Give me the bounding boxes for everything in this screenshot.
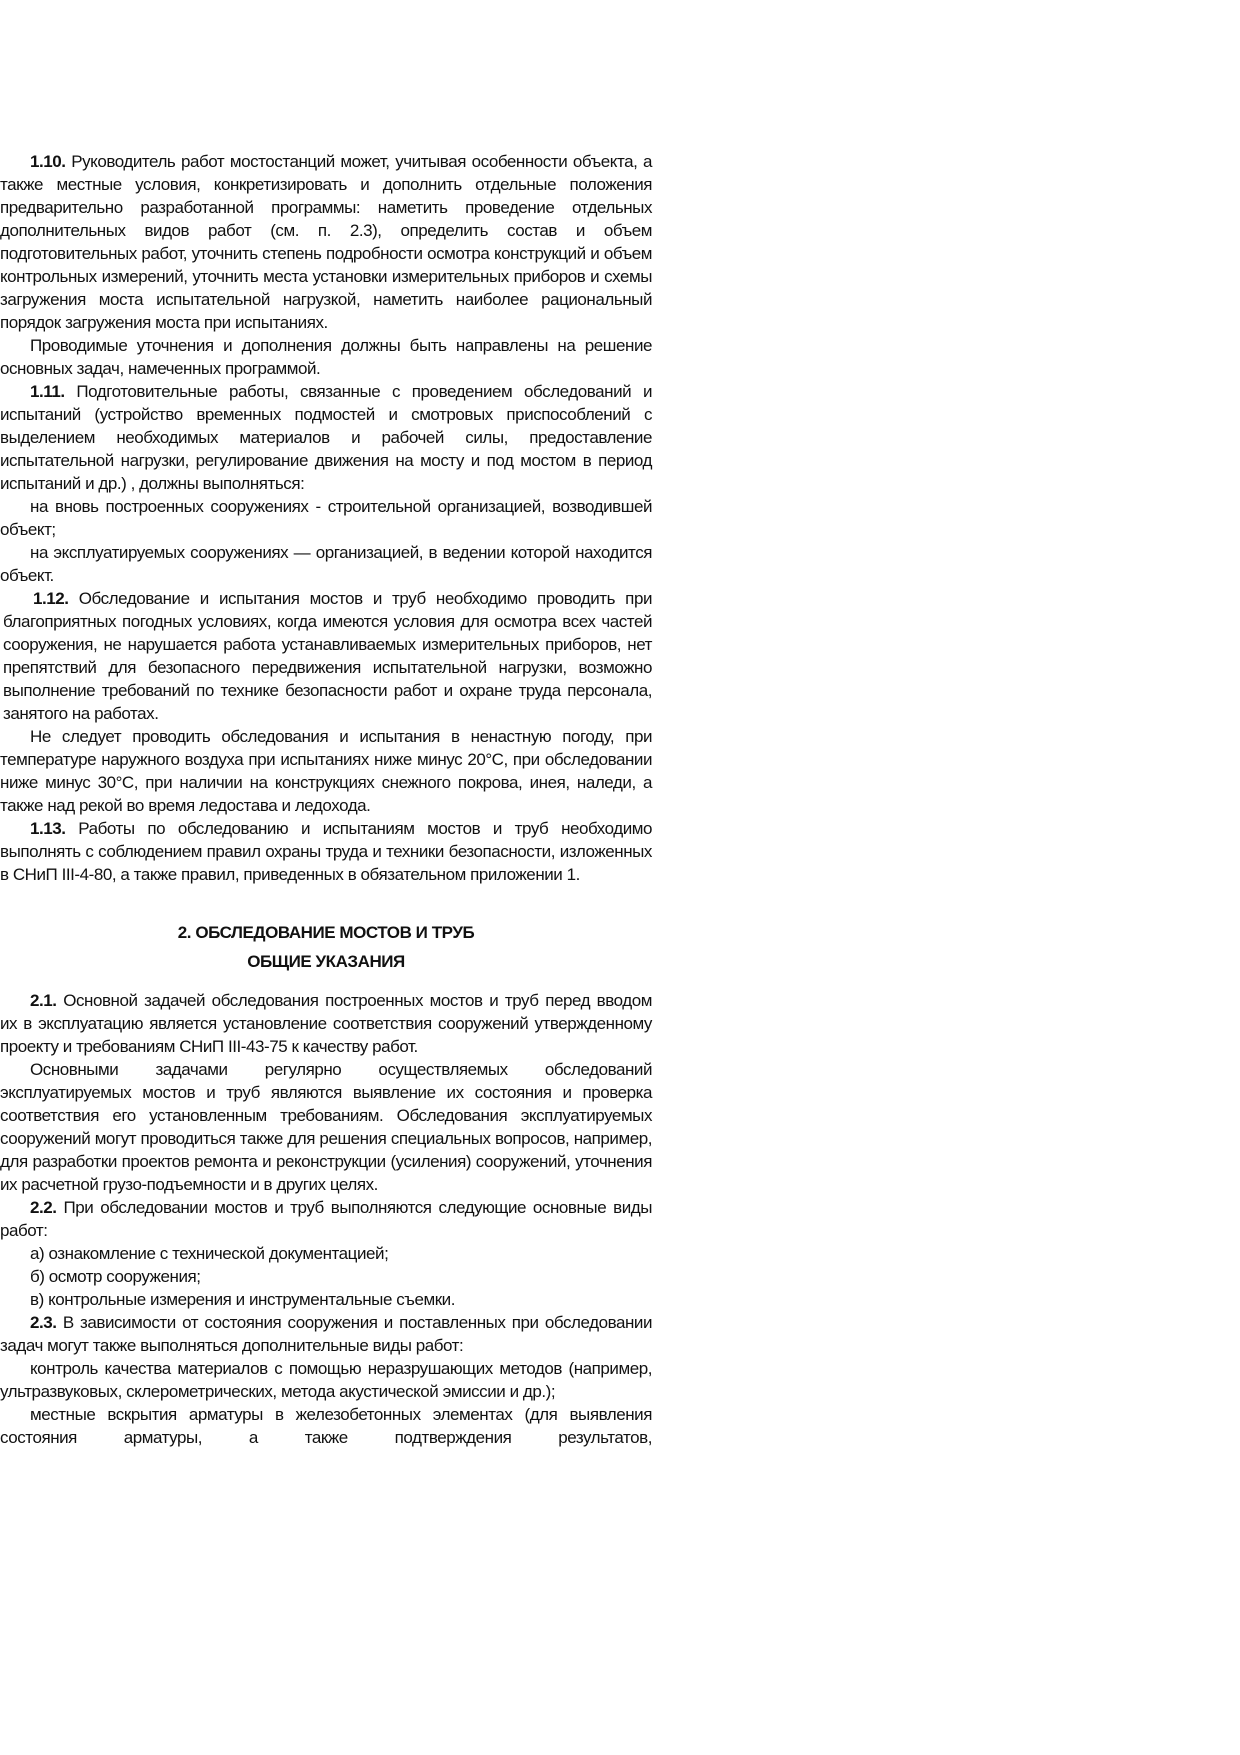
list-item-v [0, 1288, 652, 1311]
section-title: 2. ОБСЛЕДОВАНИЕ МОСТОВ И ТРУБ [177, 923, 475, 942]
clause-number: 2.3. [30, 1313, 57, 1332]
paragraph-text: Руководитель работ мостостанций может, учитывая особенности объекта, а также местные условия, конкретизировать и дополнить отдельные положения предварительно разработанной программы: наметить проведение отдельных дополнительных видов работ (см. п. 2.3), определить состав и объем подготовительных работ, уточнить степень подробности осмотра конструкций и объем контрольных измерений, уточнить места установки измерительных приборов и схемы загружения моста испытательной нагрузкой, наметить наиболее рациональный порядок загружения моста при испытаниях. [0, 152, 653, 332]
list-item-b [0, 1265, 652, 1288]
spacer [0, 976, 652, 989]
paragraph-text: Не следует проводить обследования и испытания в ненастную погоду, при температуре наружного воздуха при испытаниях ниже минус 20°С, при обследовании ниже минус 30°С, при наличии на конструкциях снежного покрова, инея, наледи, а также над рекой во время ледостава и ледохода. [0, 727, 652, 815]
clause-number: 1.12. [33, 589, 69, 608]
paragraph-text: б) осмотр сооружения; [30, 1267, 201, 1286]
paragraph [0, 1403, 652, 1449]
paragraph-text: Подготовительные работы, связанные с проведением обследований и испытаний (устройство временных подмостей и смотровых приспособлений с выделением необходимых материалов и рабочей силы, предоставление испытательной нагрузки, регулирование движения на мосту и под мостом в период испытаний и др.) , должны выполняться: [0, 382, 652, 493]
paragraph-text: местные вскрытия арматуры в железобетонных элементах (для выявления состояния арматуры, а также подтверждения результатов, [0, 1405, 652, 1447]
clause-number: 2.2. [30, 1198, 57, 1217]
paragraph-1-10 [0, 150, 652, 334]
paragraph-text: Проводимые уточнения и дополнения должны быть направлены на решение основных задач, намеченных программой. [0, 336, 652, 378]
spacer [0, 886, 652, 918]
paragraph-1-13 [0, 817, 652, 886]
paragraph-1-11 [0, 380, 652, 495]
paragraph-text: В зависимости от состояния сооружения и поставленных при обследовании задач могут также выполняться дополнительные виды работ: [0, 1313, 652, 1355]
paragraph-text: Работы по обследованию и испытаниям мостов и труб необходимо выполнять с соблюдением правил охраны труда и техники безопасности, изложенных в СНиП III-4-80, а также правил, приведенных в обязательном приложении 1. [0, 819, 652, 884]
document-page [0, 150, 652, 1449]
paragraph-2-2 [0, 1196, 652, 1242]
paragraph-text: а) ознакомление с технической документацией; [30, 1244, 389, 1263]
paragraph [0, 1058, 652, 1196]
paragraph-2-1 [0, 989, 652, 1058]
paragraph [0, 495, 652, 541]
paragraph-1-12 [0, 587, 652, 725]
paragraph [0, 1357, 652, 1403]
clause-number: 2.1. [30, 991, 57, 1010]
paragraph-text: контроль качества материалов с помощью неразрушающих методов (например, ультразвуковых, склерометрических, метода акустической эмиссии и др.); [0, 1359, 652, 1401]
paragraph [0, 725, 652, 817]
paragraph-text: Обследование и испытания мостов и труб необходимо проводить при благоприятных погодных условиях, когда имеются условия для осмотра всех частей сооружения, не нарушается работа устанавливаемых измерительных приборов, нет препятствий для безопасного передвижения испытательной нагрузки, возможно выполнение требований по технике безопасности работ и охране труда персонала, занятого на работах. [3, 589, 652, 723]
clause-number: 1.13. [30, 819, 66, 838]
clause-number: 1.10. [30, 152, 66, 171]
paragraph [0, 541, 652, 587]
paragraph-text: на эксплуатируемых сооружениях — организацией, в ведении которой находится объект. [0, 543, 652, 585]
paragraph-2-3 [0, 1311, 652, 1357]
section-subtitle: ОБЩИЕ УКАЗАНИЯ [247, 952, 405, 971]
paragraph [0, 334, 652, 380]
paragraph-text: При обследовании мостов и труб выполняются следующие основные виды работ: [0, 1198, 652, 1240]
paragraph-text: Основными задачами регулярно осуществляемых обследований эксплуатируемых мостов и труб являются выявление их состояния и проверка соответствия его установленным требованиям. Обследования эксплуатируемых сооружений могут проводиться также для решения специальных вопросов, например, для разработки проектов ремонта и реконструкции (усиления) сооружений, уточнения их расчетной грузо-подъемности и в других целях. [0, 1060, 652, 1194]
list-item-a [0, 1242, 652, 1265]
clause-number: 1.11. [30, 382, 65, 401]
paragraph-text: Основной задачей обследования построенных мостов и труб перед вводом их в эксплуатацию является установление соответствия сооружений утвержденному проекту и требованиям СНиП III-43-75 к качеству работ. [0, 991, 652, 1056]
paragraph-text: на вновь построенных сооружениях - строительной организацией, возводившей объект; [0, 497, 652, 539]
paragraph-text: в) контрольные измерения и инструментальные съемки. [30, 1290, 456, 1309]
